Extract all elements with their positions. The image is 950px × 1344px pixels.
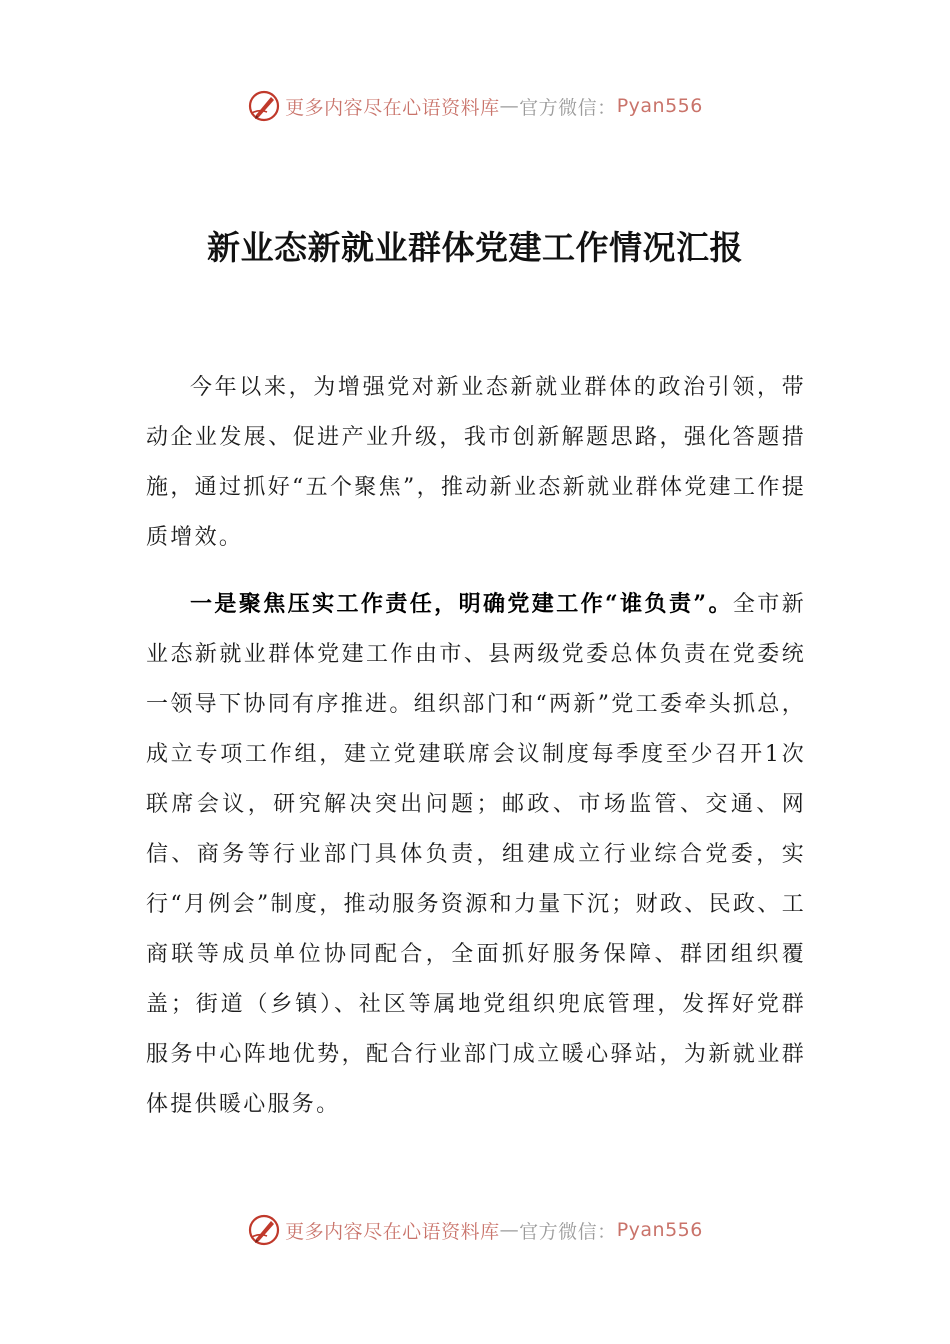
watermark-official-label: 官方微信： bbox=[519, 1220, 617, 1243]
paragraph-text: 今年以来，为增强党对新业态新就业群体的政治引领，带动企业发展、促进产业升级，我市创新解题思路，强化答题措施，通过抓好“五个聚焦”，推动新业态新就业群体党建工作提质增效。 bbox=[146, 375, 806, 550]
pen-logo-icon bbox=[247, 89, 281, 123]
watermark-wechat-id: Pyan556 bbox=[616, 1219, 703, 1241]
watermark-wechat-id: Pyan556 bbox=[616, 95, 703, 117]
pen-logo-icon bbox=[247, 1213, 281, 1247]
watermark-header bbox=[0, 86, 950, 126]
watermark-main-text: 更多内容尽在心语资料库 bbox=[285, 1220, 500, 1243]
document-title: 新业态新就业群体党建工作情况汇报 bbox=[207, 228, 743, 267]
paragraph-lead: 一是聚焦压实工作责任，明确党建工作“谁负责”。 bbox=[190, 591, 733, 617]
paragraph-intro bbox=[146, 362, 806, 563]
paragraph-text: 全市新业态新就业群体党建工作由市、县两级党委总体负责在党委统一领导下协同有序推进。组织部门和“两新”党工委牵头抓总，成立专项工作组，建立党建联席会议制度每季度至少召开1次联席会议，研究解决突出问题；邮政、市场监管、交通、网信、商务等行业部门具体负责，组建成立行业综合党委，实行“月例会”制度，推动服务资源和力量下沉；财政、民政、工商联等成员单位协同配合，全面抓好服务保障、群团组织覆盖；街道（乡镇）、社区等属地党组织兜底管理，发挥好党群服务中心阵地优势，配合行业部门成立暖心驿站，为新就业群体提供暖心服务。 bbox=[146, 592, 806, 1117]
paragraph-focus-1 bbox=[146, 579, 806, 1130]
watermark-main-text: 更多内容尽在心语资料库 bbox=[285, 96, 500, 119]
watermark-footer bbox=[0, 1210, 950, 1250]
document-body bbox=[146, 362, 806, 1146]
watermark-official-label: 官方微信： bbox=[519, 96, 617, 119]
watermark-separator: — bbox=[499, 95, 520, 117]
watermark-separator: — bbox=[499, 1219, 520, 1241]
